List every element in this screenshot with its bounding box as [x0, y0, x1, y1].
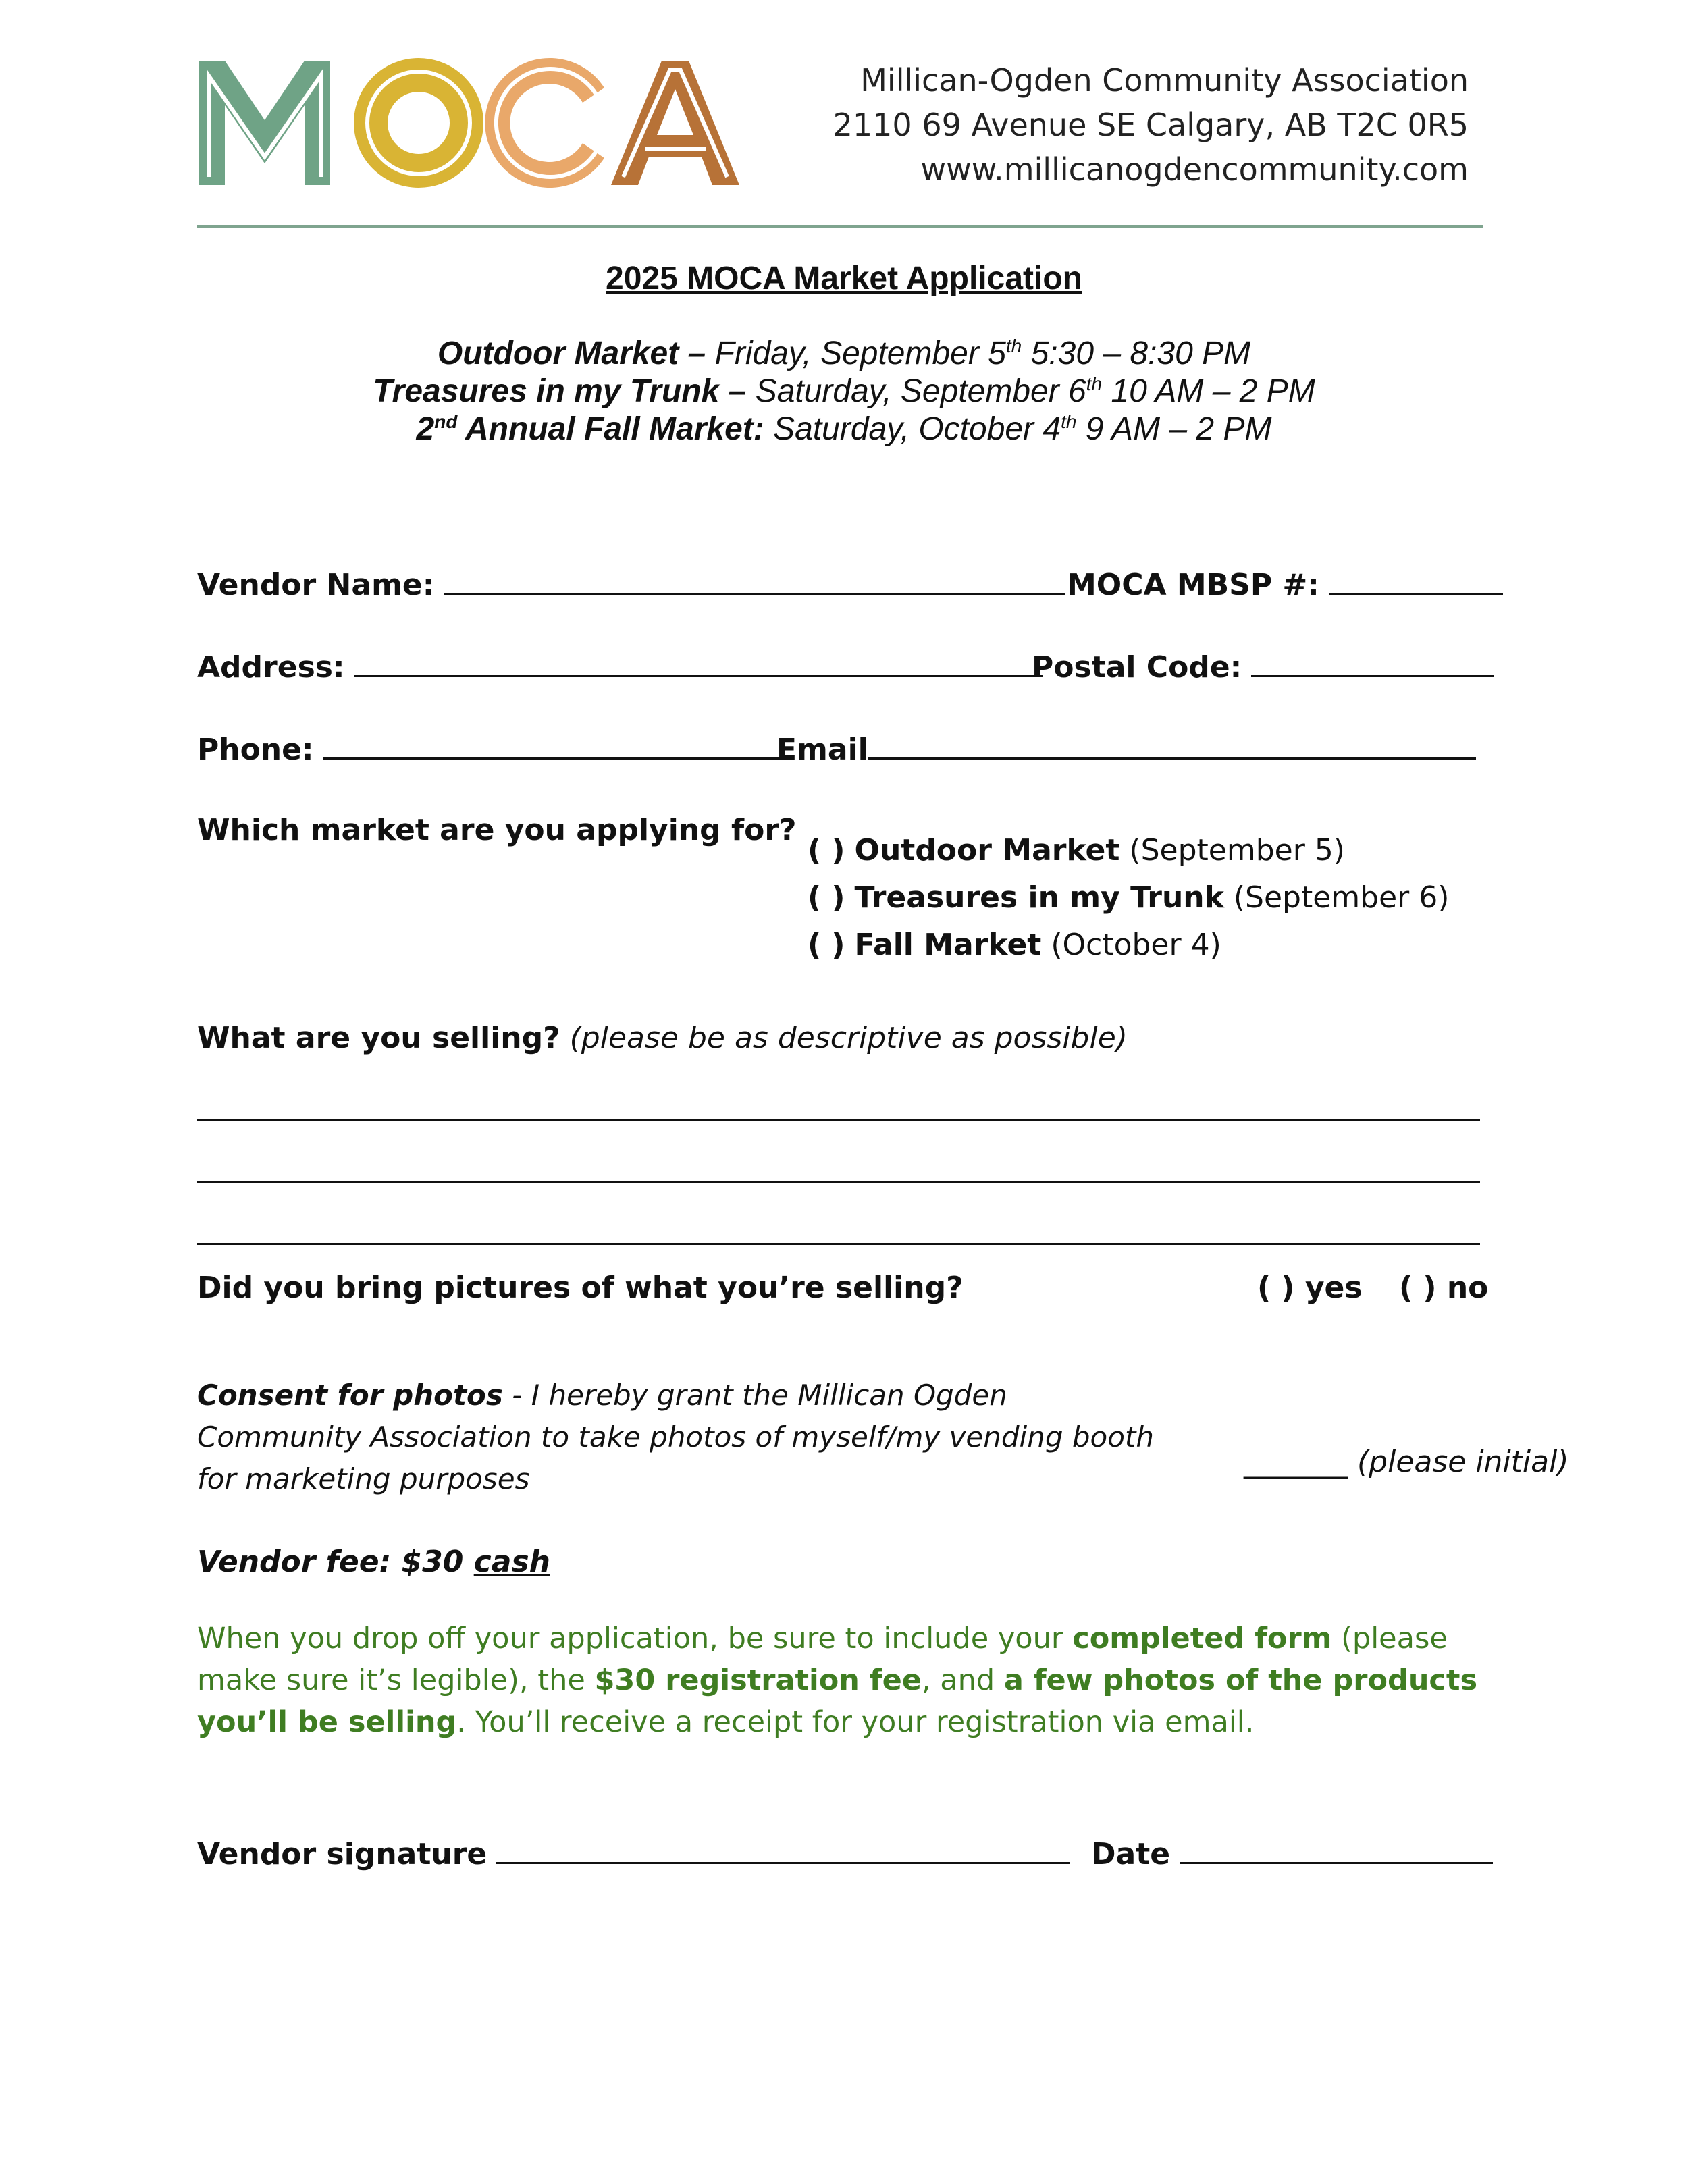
selling-line-3[interactable]: [197, 1243, 1480, 1245]
instr-bold-2: $30 registration fee: [594, 1663, 922, 1697]
postal-code-input[interactable]: [1251, 648, 1494, 677]
option-note: (September 5): [1129, 833, 1345, 868]
instructions-paragraph: [197, 1618, 1480, 1743]
initial-hint: (please initial): [1357, 1445, 1569, 1479]
mbsp-label: MOCA MBSP #:: [1067, 568, 1319, 602]
market-time: 9 AM – 2 PM: [1076, 411, 1272, 447]
market-name: Annual Fall Market:: [457, 411, 764, 447]
consent-title: Consent for photos: [197, 1379, 503, 1412]
option-label: Outdoor Market: [854, 833, 1120, 868]
market-date-sup: th: [1061, 411, 1077, 432]
market-question: Which market are you applying for?: [197, 813, 797, 847]
phone-input[interactable]: [323, 730, 783, 760]
option-fall-market[interactable]: [808, 928, 1221, 962]
phone-label: Phone:: [197, 733, 314, 767]
address-field: [197, 648, 1043, 685]
market-date: Saturday, October 4: [773, 411, 1061, 447]
market-line-fall: [0, 410, 1688, 448]
option-label: Fall Market: [854, 928, 1042, 962]
org-name: Millican-Ogden Community Association: [860, 62, 1469, 99]
instr-bold-3: a few photos of the products you’ll be selling: [197, 1663, 1478, 1739]
market-date-sup: th: [1005, 336, 1022, 356]
market-time: 5:30 – 8:30 PM: [1022, 336, 1251, 371]
postal-code-label: Postal Code:: [1032, 650, 1242, 685]
selling-question: What are you selling?: [197, 1021, 560, 1055]
email-label: Email: [776, 733, 868, 767]
market-time: 10 AM – 2 PM: [1102, 373, 1315, 409]
selling-question-row: [197, 1021, 1128, 1055]
email-field: [776, 730, 1476, 767]
org-address: 2110 69 Avenue SE Calgary, AB T2C 0R5: [833, 107, 1469, 143]
instr-text-1: When you drop off your application, be sure to include your: [197, 1622, 1073, 1655]
market-date: Saturday, September 6: [755, 373, 1086, 409]
signature-field: [197, 1835, 1070, 1871]
consent-body: - I hereby grant the Millican Ogden Community Association to take photos of myself/my vending booth for marketing purposes: [197, 1379, 1154, 1495]
signature-input[interactable]: [496, 1835, 1070, 1864]
market-date-sup: th: [1086, 373, 1103, 394]
market-name: Treasures in my Trunk –: [373, 373, 747, 409]
org-website[interactable]: www.millicanogdencommunity.com: [920, 151, 1469, 188]
market-prefix: 2: [416, 411, 435, 447]
market-line-outdoor: [0, 335, 1688, 372]
vendor-name-label: Vendor Name:: [197, 568, 435, 602]
pictures-question: Did you bring pictures of what you’re selling?: [197, 1271, 964, 1305]
vendor-fee: [197, 1545, 550, 1579]
selling-hint: (please be as descriptive as possible): [569, 1021, 1128, 1055]
instr-text-2: (please make sure it’s legible), the: [197, 1622, 1448, 1697]
option-treasures-trunk[interactable]: [808, 880, 1449, 915]
signature-label: Vendor signature: [197, 1837, 487, 1871]
postal-code-field: [1032, 648, 1494, 685]
selling-line-2[interactable]: [197, 1181, 1480, 1183]
option-label: Treasures in my Trunk: [854, 880, 1224, 915]
mbsp-field: [1067, 566, 1503, 602]
vendor-fee-method: cash: [473, 1545, 550, 1579]
date-label: Date: [1091, 1837, 1171, 1871]
logo-letter-a: [611, 61, 739, 185]
consent-initial: [1244, 1445, 1569, 1479]
date-field: [1091, 1835, 1493, 1871]
market-name: Outdoor Market –: [437, 336, 706, 371]
instr-text-3: , and: [921, 1663, 1004, 1697]
market-prefix-sup: nd: [434, 411, 458, 432]
logo-letter-o: [354, 58, 483, 188]
market-line-trunk: [0, 373, 1688, 410]
instr-text-4: . You’ll receive a receipt for your registration via email.: [456, 1705, 1255, 1739]
date-input[interactable]: [1180, 1835, 1493, 1864]
mbsp-input[interactable]: [1329, 566, 1503, 595]
email-input[interactable]: [868, 730, 1476, 760]
address-label: Address:: [197, 650, 345, 685]
selling-line-1[interactable]: [197, 1119, 1480, 1121]
header-divider: [197, 225, 1483, 228]
address-input[interactable]: [354, 648, 1043, 677]
logo-letter-m: [199, 61, 330, 185]
vendor-name-input[interactable]: [444, 566, 1065, 595]
option-note: (October 4): [1051, 928, 1221, 962]
vendor-name-field: [197, 566, 1065, 602]
consent-text: [197, 1375, 1156, 1500]
page-title: 2025 MOCA Market Application: [606, 261, 1082, 296]
option-checkbox[interactable]: ( ): [808, 833, 845, 868]
pictures-no-option[interactable]: ( ) no: [1399, 1271, 1489, 1305]
market-date: Friday, September 5: [714, 336, 1006, 371]
pictures-yes-option[interactable]: ( ) yes: [1257, 1271, 1363, 1305]
instr-bold-1: completed form: [1072, 1622, 1332, 1655]
option-checkbox[interactable]: ( ): [808, 880, 845, 915]
moca-logo: [199, 55, 739, 190]
vendor-fee-label: Vendor fee: $30: [197, 1545, 474, 1579]
option-outdoor-market[interactable]: [808, 833, 1345, 868]
phone-field: [197, 730, 783, 767]
option-checkbox[interactable]: ( ): [808, 928, 845, 962]
initial-blank[interactable]: _______: [1244, 1445, 1348, 1479]
logo-letter-c: [485, 58, 604, 188]
option-note: (September 6): [1233, 880, 1450, 915]
